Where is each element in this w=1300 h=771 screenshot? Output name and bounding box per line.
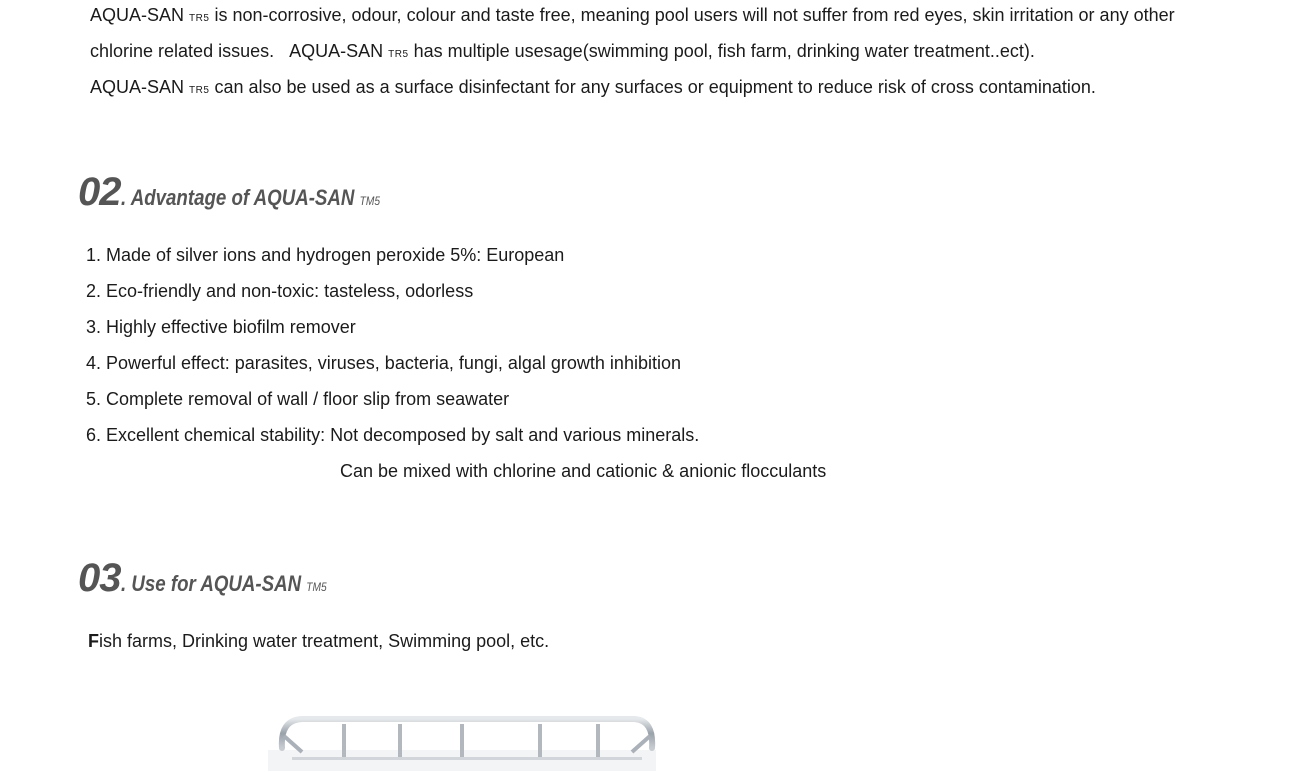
intro-line-2: chlorine related issues. AQUA-SAN TR5 has multiple usesage(swimming pool, fish farm, drinking water treatment..ect).: [90, 41, 1035, 61]
section-02-heading: [78, 170, 425, 215]
intro-line-3: AQUA-SAN TR5 can also be used as a surface disinfectant for any surfaces or equipment to reduce risk of cross contamination.: [90, 77, 1096, 97]
list-item: 6. Excellent chemical stability: Not decomposed by salt and various minerals.: [86, 425, 700, 445]
intro-line-1: AQUA-SAN TR5 is non-corrosive, odour, colour and taste free, meaning pool users will not suffer from red eyes, skin irritation or any other: [90, 5, 1175, 25]
use-description: Fish farms, Drinking water treatment, Swimming pool, etc.: [88, 631, 550, 651]
section-02-title: . Advantage of AQUA-SAN TM5: [120, 185, 380, 210]
section-03-heading: [78, 556, 363, 601]
list-item: 4. Powerful effect: parasites, viruses, bacteria, fungi, algal growth inhibition: [86, 353, 681, 373]
advantage-continuation: Can be mixed with chlorine and cationic & anionic flocculants: [340, 461, 827, 481]
list-item: 5. Complete removal of wall / floor slip from seawater: [86, 389, 510, 409]
list-item: 1. Made of silver ions and hydrogen peroxide 5%: European: [86, 245, 565, 265]
list-item: 3. Highly effective biofilm remover: [86, 317, 356, 337]
list-item: 2. Eco-friendly and non-toxic: tasteless, odorless: [86, 281, 474, 301]
ibc-tank-image: [262, 712, 662, 771]
section-02-number: 02: [78, 170, 121, 214]
advantage-list: [86, 237, 699, 453]
section-03-number: 03: [78, 556, 121, 600]
section-03-title: . Use for AQUA-SAN TM5: [120, 571, 327, 596]
